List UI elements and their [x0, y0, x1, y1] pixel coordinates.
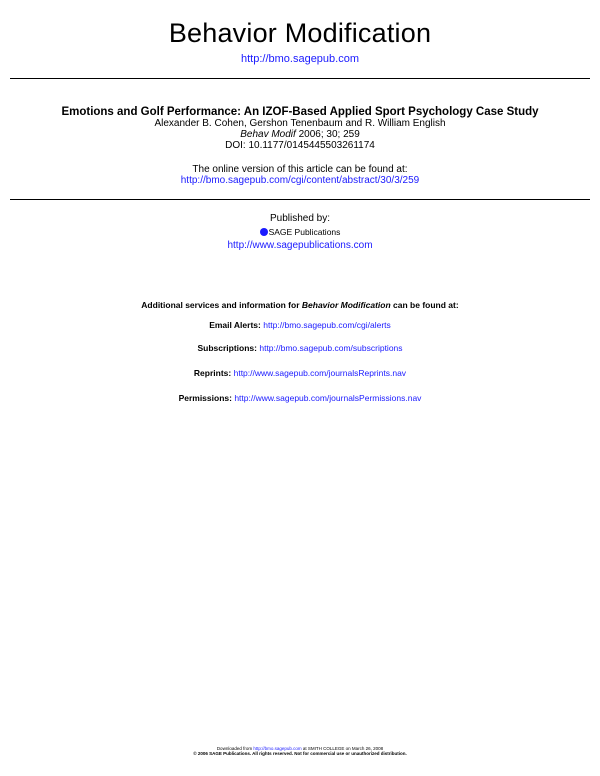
- reprints-label: Reprints:: [193, 368, 232, 378]
- permissions-label: Permissions:: [178, 393, 232, 403]
- sage-logo-icon: [260, 228, 268, 236]
- subscriptions-row: [0, 343, 600, 353]
- subscriptions-link[interactable]: http://bmo.sagepub.com/subscriptions: [259, 343, 403, 353]
- journal-url-link[interactable]: http://bmo.sagepub.com: [240, 53, 359, 65]
- published-by-label: Published by:: [269, 213, 331, 224]
- article-title: Emotions and Golf Performance: An IZOF-Based Applied Sport Psychology Case Study: [61, 106, 539, 118]
- services-header-suffix: can be found at:: [390, 300, 459, 310]
- sage-logo: [0, 227, 600, 237]
- footer-downloaded-prefix: Downloaded from: [216, 746, 254, 751]
- article-citation: [0, 129, 600, 141]
- article-doi: DOI: 10.1177/0145445503261174: [225, 140, 375, 151]
- citation-journal: Behav Modif: [240, 129, 296, 140]
- reprints-link[interactable]: http://www.sagepub.com/journalsReprints.nav: [233, 368, 407, 378]
- subscriptions-label: Subscriptions:: [197, 343, 257, 353]
- email-alerts-row: [0, 320, 600, 330]
- email-alerts-link[interactable]: http://bmo.sagepub.com/cgi/alerts: [263, 320, 391, 330]
- services-header-prefix: Additional services and information for: [141, 300, 302, 310]
- email-alerts-label: Email Alerts:: [209, 320, 261, 330]
- footer-downloaded-suffix: at SMITH COLLEGE on March 26, 2008: [301, 746, 384, 751]
- permissions-link[interactable]: http://www.sagepub.com/journalsPermissions.nav: [234, 393, 422, 403]
- reprints-row: [0, 368, 600, 378]
- online-version-url-container: [0, 175, 600, 187]
- sage-logo-text: SAGE Publications: [268, 227, 341, 237]
- article-authors: Alexander B. Cohen, Gershon Tenenbaum and R. William English: [154, 118, 446, 129]
- services-header-journal: Behavior Modification: [301, 300, 391, 310]
- top-divider: [10, 78, 590, 79]
- middle-divider: [10, 199, 590, 200]
- services-header: [0, 300, 600, 310]
- publisher-url-link[interactable]: http://www.sagepublications.com: [227, 240, 373, 251]
- journal-title: Behavior Modification: [168, 18, 432, 48]
- footer-downloaded-link[interactable]: http://bmo.sagepub.com: [253, 746, 302, 751]
- online-version-link[interactable]: http://bmo.sagepub.com/cgi/content/abstract/30/3/259: [180, 175, 420, 186]
- online-version-label: The online version of this article can be found at:: [192, 164, 408, 175]
- publisher-url-container: [0, 240, 600, 252]
- permissions-row: [0, 393, 600, 403]
- footer-copyright: © 2006 SAGE Publications. All rights reserved. Not for commercial use or unauthorized distribution.: [193, 751, 407, 756]
- citation-details: 2006; 30; 259: [295, 129, 360, 140]
- journal-url-container: [0, 53, 600, 66]
